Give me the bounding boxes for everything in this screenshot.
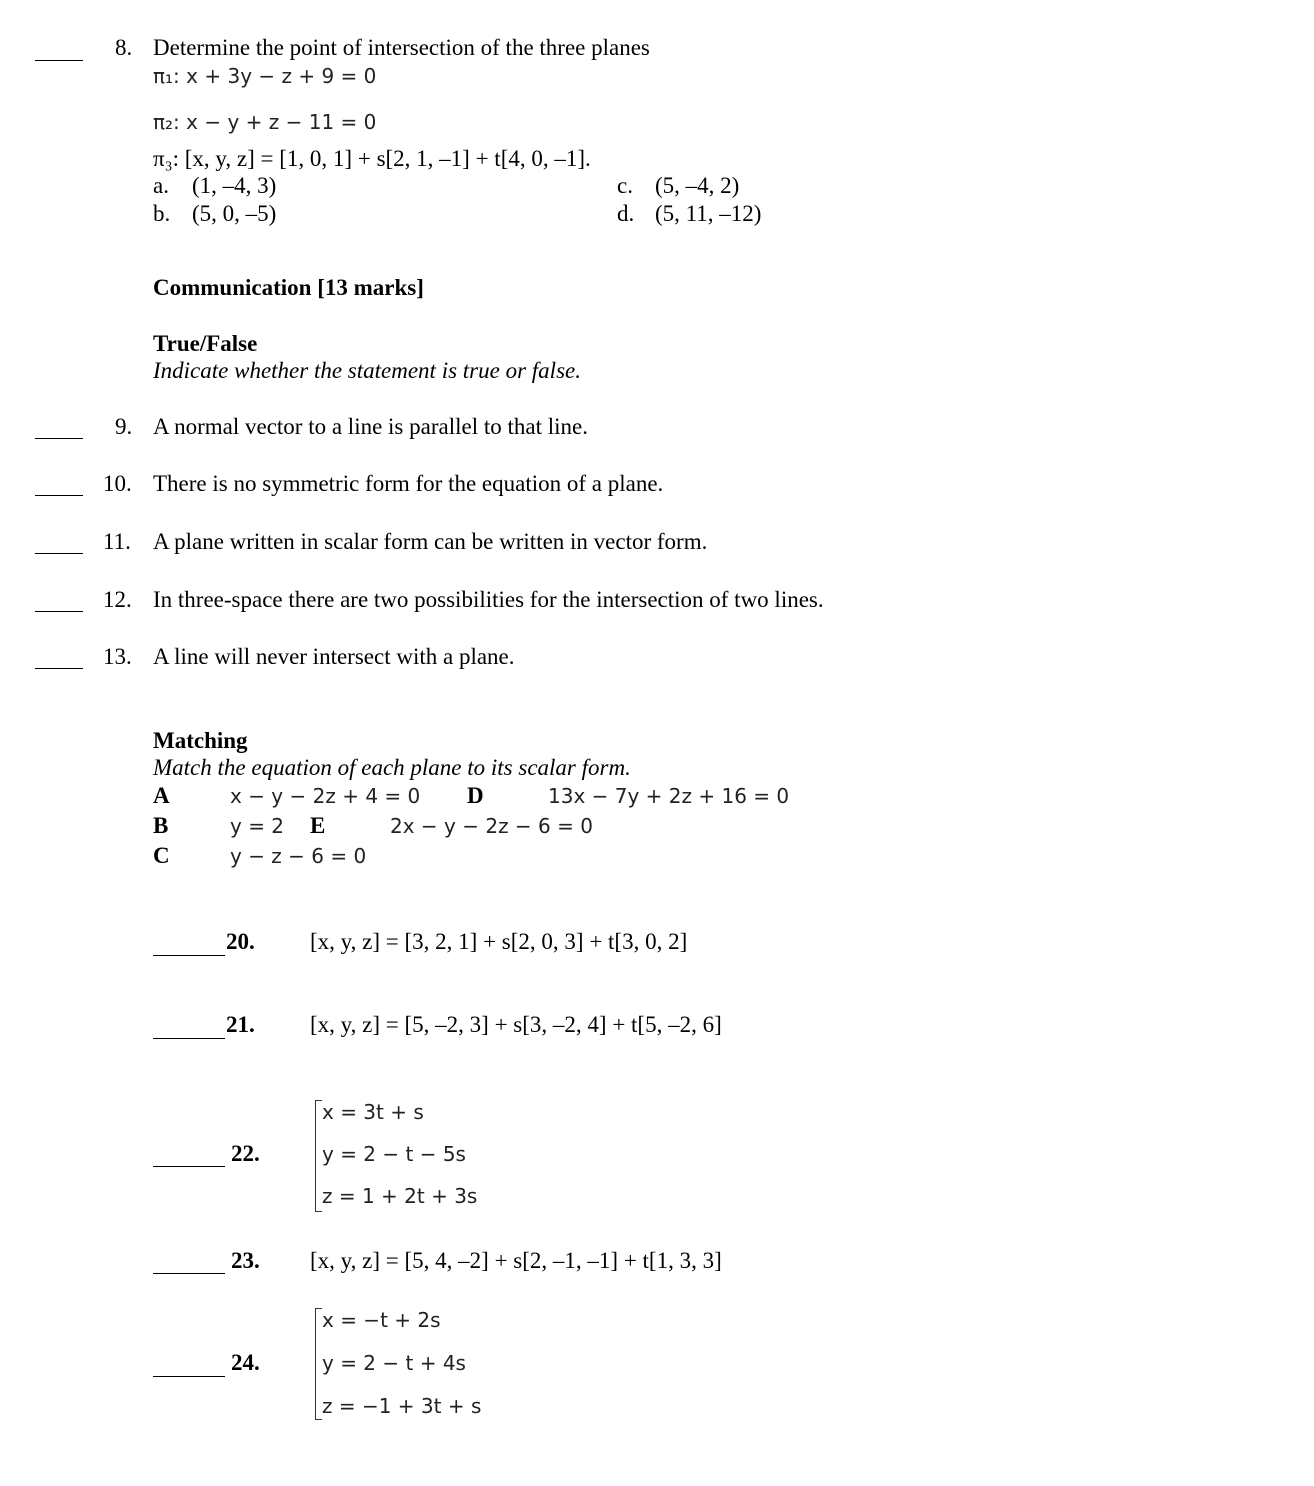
answer-blank-10[interactable] <box>35 495 83 496</box>
answer-blank-22[interactable] <box>153 1166 225 1167</box>
question-22-line-x: x = 3t + s <box>322 1100 424 1124</box>
choice-a-letter: A <box>153 783 170 808</box>
plane-pi1-equation: π₁: x + 3y − z + 9 = 0 <box>153 64 377 88</box>
question-12-text: In three-space there are two possibilities for the intersection of two lines. <box>153 587 824 612</box>
question-20-equation: [x, y, z] = [3, 2, 1] + s[2, 0, 3] + t[3, 0, 2] <box>310 929 688 954</box>
communication-heading: Communication [13 marks] <box>153 275 424 300</box>
true-false-instruction: Indicate whether the statement is true or false. <box>153 358 581 383</box>
matching-heading: Matching <box>153 728 248 753</box>
choice-e-equation: 2x − y − 2z − 6 = 0 <box>390 814 593 838</box>
option-d-letter: d. <box>617 201 635 226</box>
question-10-text: There is no symmetric form for the equation of a plane. <box>153 471 664 496</box>
choice-a-equation: x − y − 2z + 4 = 0 <box>230 784 421 808</box>
choice-b-letter: B <box>153 813 169 838</box>
option-a-letter: a. <box>153 173 169 198</box>
question-24-line-y: y = 2 − t + 4s <box>322 1351 466 1375</box>
question-13-text: A line will never intersect with a plane. <box>153 644 515 669</box>
option-d-text: (5, 11, –12) <box>655 201 762 226</box>
brace-24 <box>315 1308 322 1420</box>
question-number-23: 23. <box>231 1248 260 1273</box>
option-a-text: (1, –4, 3) <box>192 173 277 198</box>
choice-d-letter: D <box>467 783 484 808</box>
answer-blank-24[interactable] <box>153 1376 225 1377</box>
answer-blank-23[interactable] <box>153 1273 225 1274</box>
question-number-21: 21. <box>226 1012 255 1037</box>
option-c-text: (5, –4, 2) <box>655 173 740 198</box>
matching-instruction: Match the equation of each plane to its scalar form. <box>153 755 631 780</box>
answer-blank-9[interactable] <box>35 438 83 439</box>
option-c-letter: c. <box>617 173 633 198</box>
question-number-20: 20. <box>226 929 255 954</box>
choice-c-equation: y − z − 6 = 0 <box>230 844 367 868</box>
plane-pi3-equation: π₃: [x, y, z] = [1, 0, 1] + s[2, 1, –1] + t[4, 0, –1]. <box>153 146 591 171</box>
answer-blank-12[interactable] <box>35 611 83 612</box>
choice-c-letter: C <box>153 843 170 868</box>
answer-blank-13[interactable] <box>35 668 83 669</box>
question-22-line-z: z = 1 + 2t + 3s <box>322 1184 478 1208</box>
answer-blank-21[interactable] <box>153 1038 225 1039</box>
question-24-line-x: x = −t + 2s <box>322 1308 441 1332</box>
answer-blank-20[interactable] <box>153 955 225 956</box>
question-22-line-y: y = 2 − t − 5s <box>322 1142 466 1166</box>
answer-blank-8[interactable] <box>35 60 83 61</box>
option-b-text: (5, 0, –5) <box>192 201 277 226</box>
question-8-text: Determine the point of intersection of the three planes <box>153 35 650 60</box>
question-21-equation: [x, y, z] = [5, –2, 3] + s[3, –2, 4] + t[5, –2, 6] <box>310 1012 722 1037</box>
choice-e-letter: E <box>310 813 326 838</box>
question-number-9: 9. <box>115 414 133 439</box>
question-number-13: 13. <box>103 644 132 669</box>
question-number-24: 24. <box>231 1350 260 1375</box>
question-number-10: 10. <box>103 471 132 496</box>
question-9-text: A normal vector to a line is parallel to that line. <box>153 414 588 439</box>
choice-d-equation: 13x − 7y + 2z + 16 = 0 <box>548 784 790 808</box>
option-b-letter: b. <box>153 201 171 226</box>
brace-22 <box>315 1100 322 1212</box>
question-number-8: 8. <box>115 35 133 60</box>
answer-blank-11[interactable] <box>35 553 83 554</box>
question-23-equation: [x, y, z] = [5, 4, –2] + s[2, –1, –1] + t[1, 3, 3] <box>310 1248 722 1273</box>
choice-b-equation: y = 2 <box>230 814 285 838</box>
plane-pi2-equation: π₂: x − y + z − 11 = 0 <box>153 110 377 134</box>
true-false-heading: True/False <box>153 331 258 356</box>
question-11-text: A plane written in scalar form can be written in vector form. <box>153 529 708 554</box>
question-number-12: 12. <box>103 587 132 612</box>
question-24-line-z: z = −1 + 3t + s <box>322 1394 482 1418</box>
question-number-22: 22. <box>231 1141 260 1166</box>
question-number-11: 11. <box>103 529 131 554</box>
